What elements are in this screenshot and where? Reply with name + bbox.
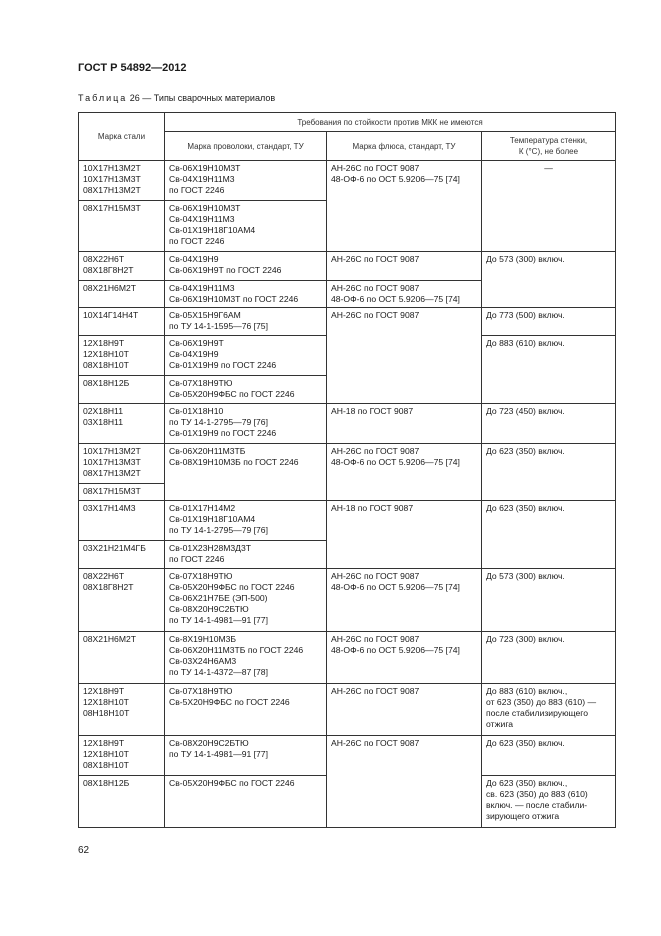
flux-cell: АН-18 по ГОСТ 9087 xyxy=(327,404,482,444)
flux-cell: АН-18 по ГОСТ 9087 xyxy=(327,501,482,569)
table-row xyxy=(79,736,616,776)
steel-cell: 08Х18Н12Б xyxy=(79,376,165,404)
wire-cell: Св-05Х20Н9ФБС по ГОСТ 2246 xyxy=(165,776,327,828)
temp-cell: До 883 (610) включ., от 623 (350) до 883 (610) — после стабилизирующего отжига xyxy=(482,684,616,736)
wire-cell: Св-06Х19Н9Т Св-04Х19Н9 Св-01Х19Н9 по ГОСТ 2246 xyxy=(165,336,327,376)
wire-cell: Св-08Х20Н9С2БТЮ по ТУ 14-1-4981—91 [77] xyxy=(165,736,327,776)
caption-title: 26 — Типы сварочных материалов xyxy=(127,93,276,103)
steel-cell: 08Х22Н6Т 08Х18Г8Н2Т xyxy=(79,252,165,281)
flux-cell: АН-26С по ГОСТ 9087 48-ОФ-6 по ОСТ 5.9206—75 [74] xyxy=(327,444,482,501)
wire-cell: Св-06Х20Н11М3ТБ Св-08Х19Н10М3Б по ГОСТ 2246 xyxy=(165,444,327,501)
temp-cell: До 883 (610) включ. xyxy=(482,336,616,404)
header-wall-temperature: Температура стенки, К (°С), не более xyxy=(482,132,616,161)
steel-cell: 02Х18Н11 03Х18Н11 xyxy=(79,404,165,444)
table-row xyxy=(79,308,616,336)
table-row xyxy=(79,404,616,444)
table-row xyxy=(79,252,616,281)
header-steel-grade: Марка стали xyxy=(79,113,165,161)
temp-cell: До 623 (350) включ. xyxy=(482,444,616,501)
temp-cell: До 573 (300) включ. xyxy=(482,569,616,632)
temp-cell: До 623 (350) включ., св. 623 (350) до 883 (610) включ. — после стабили- зирующего отжига xyxy=(482,776,616,828)
steel-cell: 08Х21Н6М2Т xyxy=(79,632,165,684)
temp-cell: До 773 (500) включ. xyxy=(482,308,616,336)
steel-cell: 03Х17Н14М3 xyxy=(79,501,165,541)
table-row xyxy=(79,569,616,632)
wire-cell: Св-06Х19Н10М3Т Св-04Х19Н11М3 Св-01Х19Н18Г10АМ4 по ГОСТ 2246 xyxy=(165,201,327,252)
flux-cell: АН-26С по ГОСТ 9087 48-ОФ-6 по ОСТ 5.9206—75 [74] xyxy=(327,569,482,632)
steel-cell: 10Х14Г14Н4Т xyxy=(79,308,165,336)
flux-cell: АН-26С по ГОСТ 9087 xyxy=(327,252,482,281)
temp-cell: До 723 (450) включ. xyxy=(482,404,616,444)
temp-cell: До 573 (300) включ. xyxy=(482,252,616,308)
table-row xyxy=(79,161,616,201)
flux-cell: АН-26С по ГОСТ 9087 48-ОФ-6 по ОСТ 5.9206—75 [74] xyxy=(327,632,482,684)
document-code: ГОСТ Р 54892—2012 xyxy=(78,62,187,74)
temp-cell: — xyxy=(482,161,616,252)
steel-cell: 08Х21Н6М2Т xyxy=(79,281,165,308)
steel-cell: 10Х17Н13М2Т 10Х17Н13М3Т 08Х17Н13М2Т xyxy=(79,161,165,201)
temp-cell: До 623 (350) включ. xyxy=(482,501,616,569)
temp-cell: До 723 (300) включ. xyxy=(482,632,616,684)
steel-cell: 03Х21Н21М4ГБ xyxy=(79,541,165,569)
steel-cell: 08Х17Н15М3Т xyxy=(79,201,165,252)
steel-cell: 08Х18Н12Б xyxy=(79,776,165,828)
wire-cell: Св-01Х18Н10 по ТУ 14-1-2795—79 [76] Св-01Х19Н9 по ГОСТ 2246 xyxy=(165,404,327,444)
steel-cell: 12Х18Н9Т 12Х18Н10Т 08Х18Н10Т xyxy=(79,736,165,776)
caption-label: Таблица xyxy=(78,93,128,103)
wire-cell: Св-07Х18Н9ТЮ Св-05Х20Н9ФБС по ГОСТ 2246 Св-06Х21Н7БЕ (ЭП-500) Св-08Х20Н9С2БТЮ по ТУ 14-1-4981—91 [77] xyxy=(165,569,327,632)
header-requirements-group: Требования по стойкости против МКК не имеются xyxy=(165,113,616,132)
header-flux-grade: Марка флюса, стандарт, ТУ xyxy=(327,132,482,161)
wire-cell: Св-04Х19Н11М3 Св-06Х19Н10М3Т по ГОСТ 2246 xyxy=(165,281,327,308)
steel-cell: 12Х18Н9Т 12Х18Н10Т 08Н18Н10Т xyxy=(79,684,165,736)
steel-cell: 08Х17Н15М3Т xyxy=(79,484,165,501)
wire-cell: Св-06Х19Н10М3Т Св-04Х19Н11М3 по ГОСТ 2246 xyxy=(165,161,327,201)
page-number: 62 xyxy=(78,845,90,856)
wire-cell: Св-07Х18Н9ТЮ Св-5Х20Н9ФБС по ГОСТ 2246 xyxy=(165,684,327,736)
wire-cell: Св-8Х19Н10М3Б Св-06Х20Н11М3ТБ по ГОСТ 2246 Св-03Х24Н6АМ3 по ТУ 14-1-4372—87 [78] xyxy=(165,632,327,684)
wire-cell: Св-01Х23Н28М3Д3Т по ГОСТ 2246 xyxy=(165,541,327,569)
flux-cell: АН-26С по ГОСТ 9087 48-ОФ-6 по ОСТ 5.9206—75 [74] xyxy=(327,161,482,252)
table-row xyxy=(79,632,616,684)
table-row xyxy=(79,684,616,736)
wire-cell: Св-05Х15Н9Г6АМ по ТУ 14-1-1595—76 [75] xyxy=(165,308,327,336)
header-wire-grade: Марка проволоки, стандарт, ТУ xyxy=(165,132,327,161)
flux-cell: АН-26С по ГОСТ 9087 48-ОФ-6 по ОСТ 5.9206—75 [74] xyxy=(327,281,482,308)
flux-cell: АН-26С по ГОСТ 9087 xyxy=(327,684,482,736)
wire-cell: Св-07Х18Н9ТЮ Св-05Х20Н9ФБС по ГОСТ 2246 xyxy=(165,376,327,404)
flux-cell: АН-26С по ГОСТ 9087 xyxy=(327,736,482,828)
steel-cell: 10Х17Н13М2Т 10Х17Н13М3Т 08Х17Н13М2Т xyxy=(79,444,165,484)
steel-cell: 08Х22Н6Т 08Х18Г8Н2Т xyxy=(79,569,165,632)
steel-cell: 12Х18Н9Т 12Х18Н10Т 08Х18Н10Т xyxy=(79,336,165,376)
wire-cell: Св-01Х17Н14М2 Св-01Х19Н18Г10АМ4 по ТУ 14-1-2795—79 [76] xyxy=(165,501,327,541)
flux-cell: АН-26С по ГОСТ 9087 xyxy=(327,308,482,404)
welding-materials-table xyxy=(78,112,616,828)
wire-cell: Св-04Х19Н9 Св-06Х19Н9Т по ГОСТ 2246 xyxy=(165,252,327,281)
table-row xyxy=(79,444,616,484)
temp-cell: До 623 (350) включ. xyxy=(482,736,616,776)
table-caption xyxy=(78,93,275,103)
table-row xyxy=(79,501,616,541)
